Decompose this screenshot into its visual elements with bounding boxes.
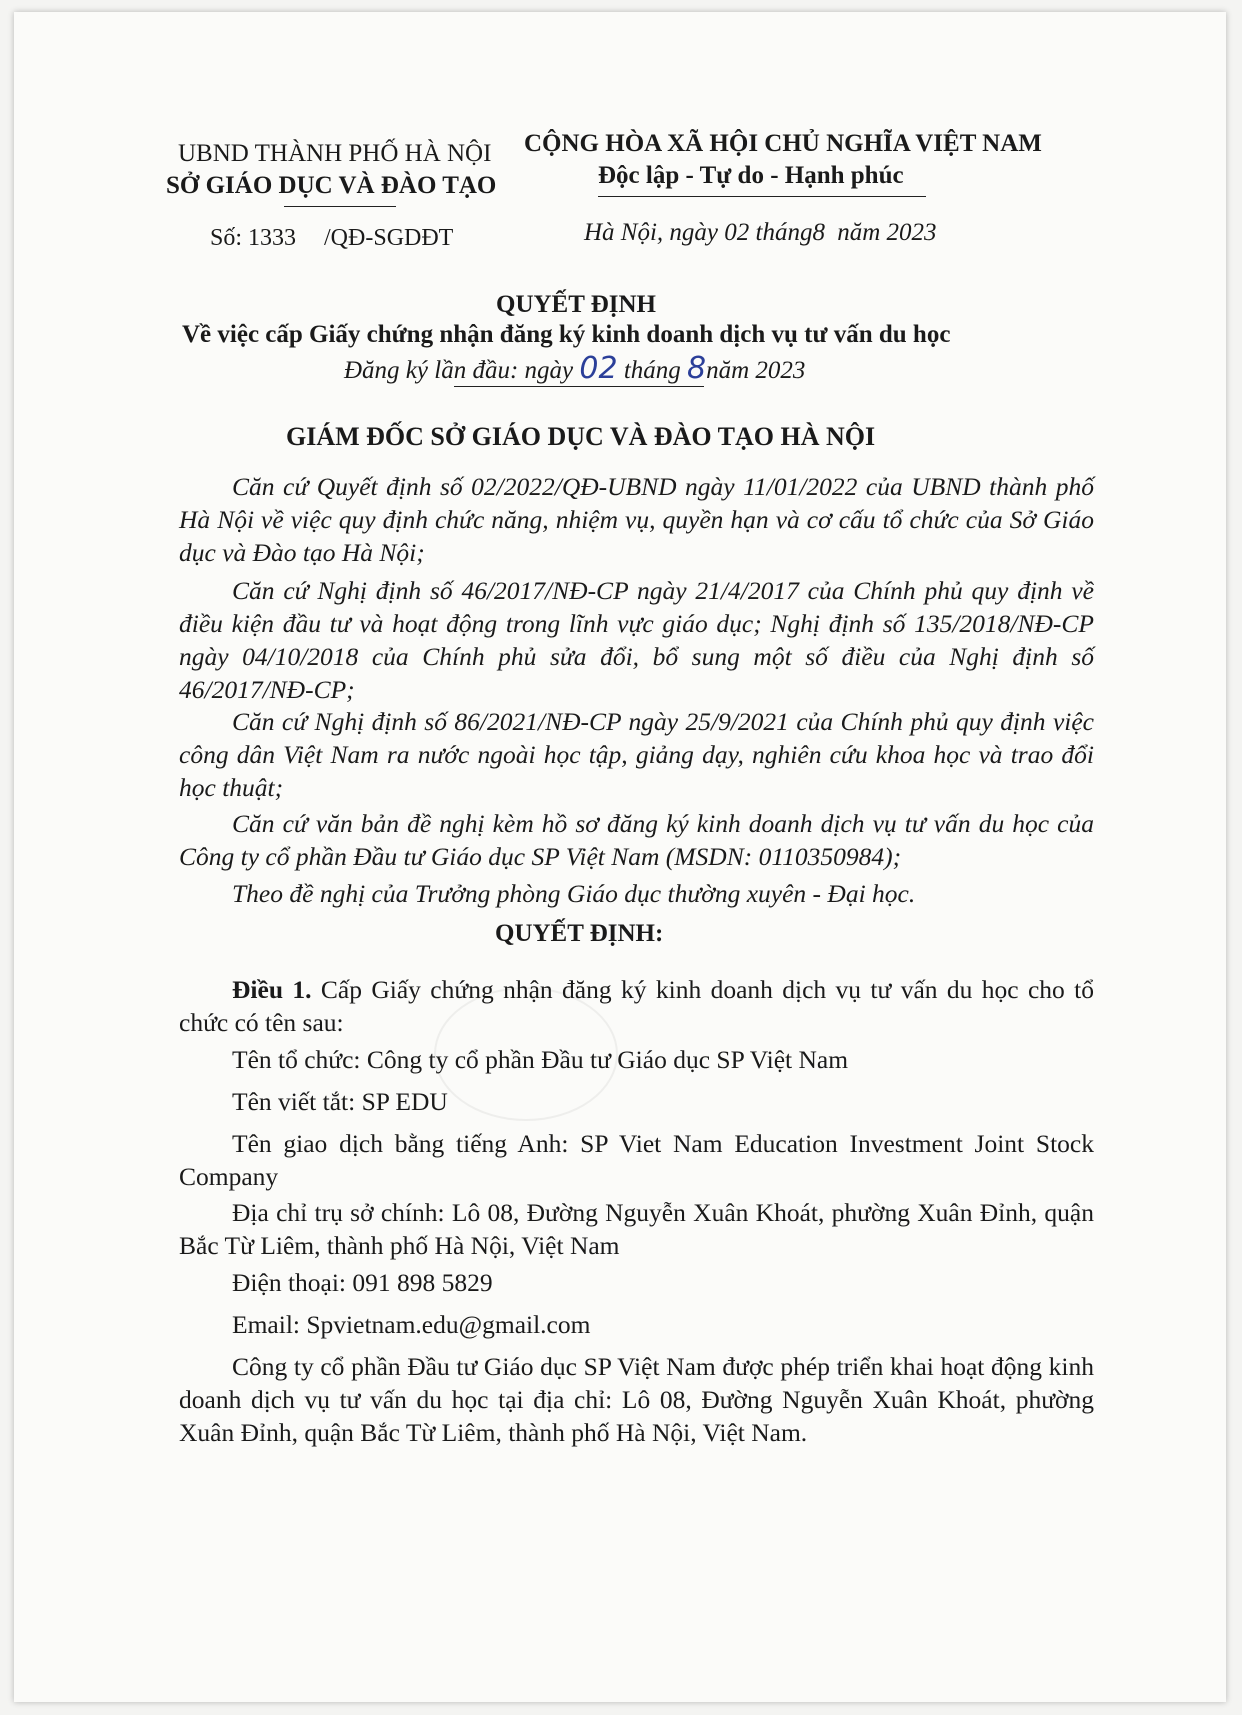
- proposal-basis: Theo đề nghị của Trưởng phòng Giáo dục thường xuyên - Đại học.: [232, 879, 916, 908]
- national-title: CỘNG HÒA XÃ HỘI CHỦ NGHĨA VIỆT NAM: [524, 130, 1042, 157]
- article-1-label: Điều 1.: [232, 975, 312, 1004]
- org-phone: Điện thoại: 091 898 5829: [232, 1268, 493, 1297]
- document-subject: Về việc cấp Giấy chứng nhận đăng ký kinh doanh dịch vụ tư vấn du học: [182, 321, 951, 348]
- article-1-text: Cấp Giấy chứng nhận đăng ký kinh doanh dịch vụ tư vấn du học cho tổ chức có tên sau:: [179, 975, 1095, 1037]
- reg-suffix: năm 2023: [706, 357, 806, 384]
- reg-month-handwritten: 8: [687, 351, 707, 386]
- title-underline: [454, 386, 704, 387]
- decision-heading: QUYẾT ĐỊNH:: [495, 920, 664, 947]
- permission-paragraph: Công ty cổ phần Đầu tư Giáo dục SP Việt Nam được phép triển khai hoạt động kinh doanh dịch vụ tư vấn du học tại địa chỉ: Lô 08, Đường Nguyễn Xuân Khoát, phường Xuân Đỉnh, quận Bắc Từ Liêm, thành phố Hà Nội, Việt Nam.: [179, 1352, 1094, 1447]
- legal-basis-2: Căn cứ Nghị định số 46/2017/NĐ-CP ngày 21/4/2017 của Chính phủ quy định về điều kiện đầu tư và hoạt động trong lĩnh vực giáo dục; Nghị định số 135/2018/NĐ-CP ngày 04/10/2018 của Chính phủ sửa đổi, bổ sung một số điều của Nghị định số 46/2017/NĐ-CP;: [179, 576, 1094, 704]
- legal-basis-1: Căn cứ Quyết định số 02/2022/QĐ-UBND ngày 11/01/2022 của UBND thành phố Hà Nội về việc quy định chức năng, nhiệm vụ, quyền hạn và cơ cấu tổ chức của Sở Giáo dục và Đào tạo Hà Nội;: [179, 472, 1094, 567]
- org-email: Email: Spvietnam.edu@gmail.com: [232, 1310, 591, 1339]
- reg-prefix: Đăng ký lần đầu: ngày: [344, 357, 574, 384]
- motto-underline: [598, 196, 926, 197]
- date-prefix: Hà Nội, ngày 02 tháng: [584, 219, 813, 246]
- org-short-name: Tên viết tắt: SP EDU: [232, 1087, 448, 1116]
- org-name: Tên tổ chức: Công ty cổ phần Đầu tư Giáo dục SP Việt Nam: [232, 1045, 849, 1074]
- issuer-department: SỞ GIÁO DỤC VÀ ĐÀO TẠO: [166, 172, 497, 199]
- reg-day-handwritten: 02: [579, 351, 618, 386]
- document-title: QUYẾT ĐỊNH: [496, 291, 656, 318]
- authority-heading: GIÁM ĐỐC SỞ GIÁO DỤC VÀ ĐÀO TẠO HÀ NỘI: [286, 422, 876, 451]
- document-page: [14, 12, 1226, 1702]
- national-motto: Độc lập - Tự do - Hạnh phúc: [598, 162, 904, 189]
- registration-line: [344, 351, 805, 386]
- org-english-name: Tên giao dịch bằng tiếng Anh: SP Viet Nam Education Investment Joint Stock Company: [179, 1129, 1094, 1191]
- number-value: 1333: [248, 225, 297, 251]
- issuer-underline: [284, 206, 396, 207]
- reg-mid: tháng: [623, 357, 681, 384]
- legal-basis-3: Căn cứ Nghị định số 86/2021/NĐ-CP ngày 25/9/2021 của Chính phủ quy định việc công dân Việt Nam ra nước ngoài học tập, giảng dạy, nghiên cứu khoa học và trao đổi học thuật;: [179, 707, 1094, 802]
- document-number: [210, 225, 453, 252]
- number-suffix: /QĐ-SGDĐT: [324, 225, 454, 251]
- article-1: [179, 973, 1094, 1039]
- issuer-authority: UBND THÀNH PHỐ HÀ NỘI: [178, 140, 492, 167]
- date-month: 8: [812, 219, 825, 246]
- number-label: Số:: [210, 225, 243, 251]
- date-suffix: năm 2023: [837, 219, 937, 246]
- document-date: [584, 219, 937, 247]
- legal-basis-4: Căn cứ văn bản đề nghị kèm hồ sơ đăng ký kinh doanh dịch vụ tư vấn du học của Công ty cổ phần Đầu tư Giáo dục SP Việt Nam (MSDN: 0110350984);: [179, 809, 1094, 871]
- org-address: Địa chỉ trụ sở chính: Lô 08, Đường Nguyễn Xuân Khoát, phường Xuân Đỉnh, quận Bắc Từ Liêm, thành phố Hà Nội, Việt Nam: [179, 1198, 1094, 1260]
